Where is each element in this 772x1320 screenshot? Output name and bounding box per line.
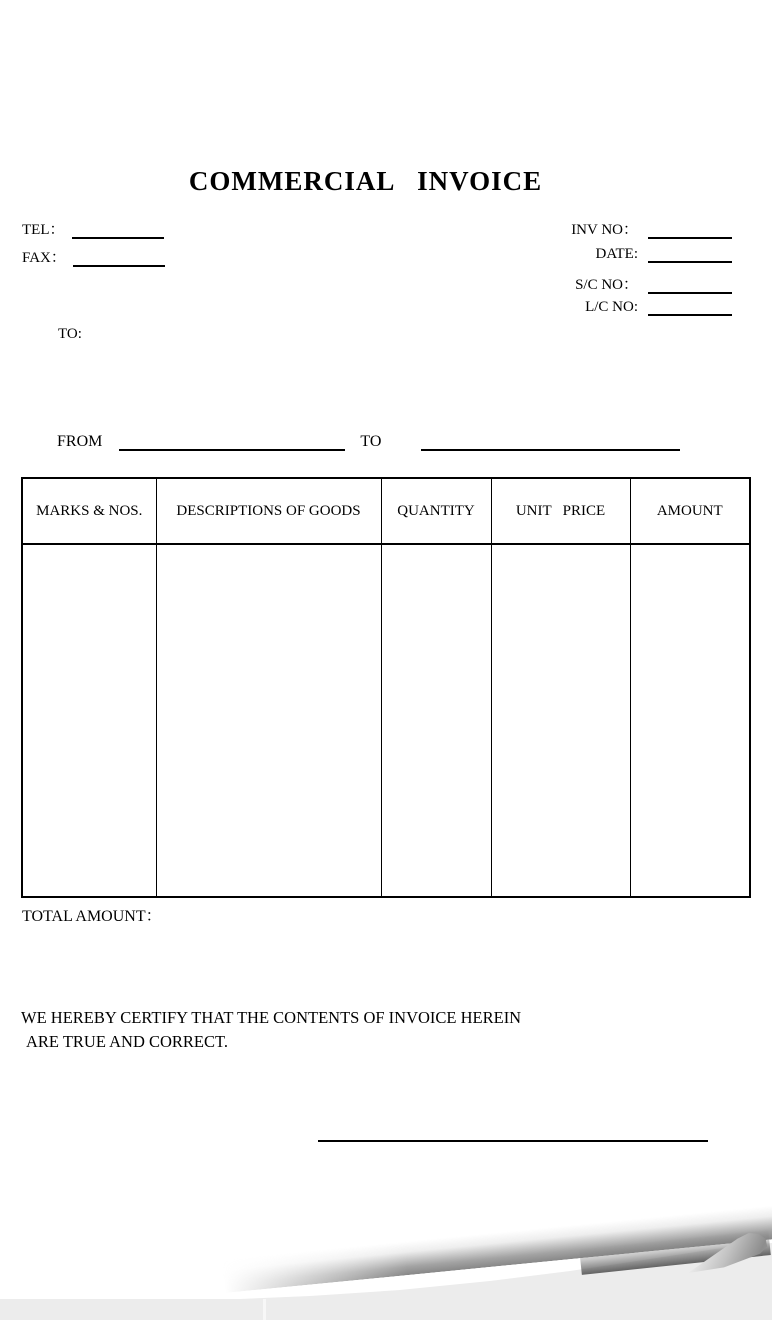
table-header-row <box>22 478 750 544</box>
inv-no-field <box>520 218 732 239</box>
certification-line-1: WE HEREBY CERTIFY THAT THE CONTENTS OF INVOICE HEREIN <box>21 1008 522 1027</box>
lc-no-label: L/C NO: <box>585 299 638 315</box>
tel-field <box>22 218 164 239</box>
header-quantity: QUANTITY <box>381 478 491 544</box>
fax-field <box>22 246 165 267</box>
signature-line[interactable] <box>318 1140 708 1142</box>
cell-descriptions[interactable] <box>156 544 381 897</box>
sc-no-input-line[interactable] <box>648 278 732 294</box>
header-descriptions: DESCRIPTIONS OF GOODS <box>156 478 381 544</box>
tel-input-line[interactable] <box>72 223 164 239</box>
cell-marks-nos[interactable] <box>22 544 156 897</box>
inv-no-label: INV NO： <box>571 222 638 238</box>
date-input-line[interactable] <box>648 247 732 263</box>
header-marks-nos: MARKS & NOS. <box>22 478 156 544</box>
certification-line-2: ARE TRUE AND CORRECT. <box>26 1032 228 1051</box>
cell-amount[interactable] <box>630 544 750 897</box>
inv-no-input-line[interactable] <box>648 223 732 239</box>
lc-no-input-line[interactable] <box>648 300 732 316</box>
lc-no-field <box>520 299 732 316</box>
route-to-label: TO <box>360 433 382 450</box>
tel-label: TEL： <box>22 222 65 238</box>
to-consignee-label: TO: <box>58 326 82 342</box>
footer-bar <box>0 1299 772 1320</box>
footer-bar-divider <box>263 1299 266 1320</box>
sc-no-field <box>520 273 732 294</box>
cell-quantity[interactable] <box>381 544 491 897</box>
route-to-input-line[interactable] <box>421 433 680 451</box>
goods-table <box>21 477 751 898</box>
date-field <box>520 246 732 263</box>
cell-unit-price[interactable] <box>491 544 630 897</box>
date-label: DATE: <box>595 246 638 262</box>
header-amount: AMOUNT <box>630 478 750 544</box>
header-unit-price: UNIT PRICE <box>491 478 630 544</box>
fax-label: FAX： <box>22 250 66 266</box>
page-title: COMMERCIAL INVOICE <box>188 166 543 196</box>
route-line <box>57 433 680 451</box>
fax-input-line[interactable] <box>73 251 165 267</box>
total-amount-label: TOTAL AMOUNT： <box>22 908 162 925</box>
from-input-line[interactable] <box>119 433 345 451</box>
sc-no-label: S/C NO： <box>575 277 638 293</box>
table-row <box>22 544 750 897</box>
from-label: FROM <box>57 433 103 450</box>
